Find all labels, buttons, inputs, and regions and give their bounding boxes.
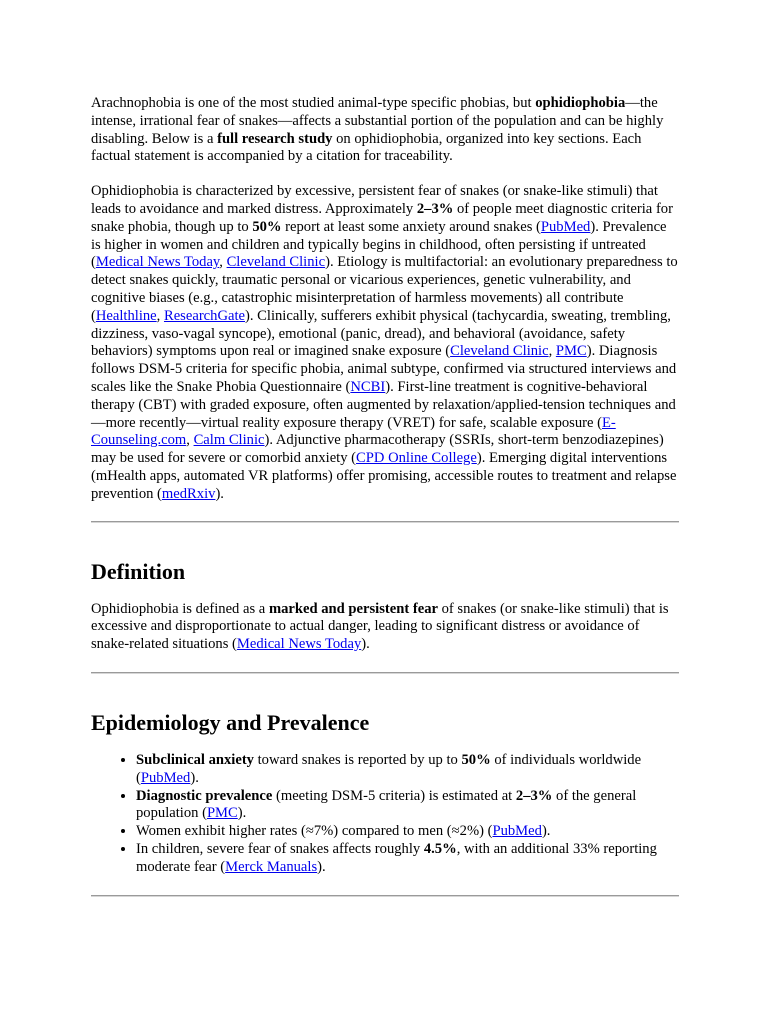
- text: Ophidiophobia is defined as a: [91, 600, 269, 617]
- text: report at least some anxiety around snakes (: [281, 218, 541, 235]
- text: ). Emerging digital interventions (mHealth apps, automated VR platforms) offer promising, accessible routes to treatment and relapse prevention (: [91, 450, 677, 502]
- bold-term: 2–3%: [515, 787, 553, 804]
- bold-term: ophidiophobia: [535, 95, 626, 111]
- text: , with an additional 33% reporting moderate fear (: [136, 840, 657, 875]
- bold-term: marked and persistent fear: [268, 600, 438, 617]
- bold-term: full research study: [217, 130, 333, 147]
- text: Women exhibit higher rates (≈7%) compared to men (≈2%) (: [136, 823, 493, 840]
- citation-link-merck-manuals[interactable]: Merck Manuals: [225, 858, 318, 875]
- article: [91, 95, 679, 897]
- citation-link-medical-news-today[interactable]: Medical News Today: [95, 254, 220, 271]
- text: ). Diagnosis follows DSM-5 criteria for specific phobia, animal subtype, confirmed via structured interviews and scales like the Snake Phobia Questionnaire (: [91, 343, 677, 395]
- list-item: [136, 841, 679, 877]
- text: ,: [548, 343, 556, 360]
- text: ). Adjunctive pharmacotherapy (SSRIs, short-term benzodiazepines) may be used for severe or comorbid anxiety (: [91, 432, 664, 467]
- citation-link-e-counseling[interactable]: E-Counseling.com: [91, 414, 616, 449]
- text: of individuals worldwide (: [136, 751, 642, 786]
- text: toward snakes is reported by up to: [253, 751, 462, 768]
- text: ).: [237, 805, 247, 822]
- text: —the intense, irrational fear of snakes—affects a substantial portion of the population and can be highly disabling. Below is a: [91, 95, 664, 147]
- bold-term: 2–3%: [416, 200, 454, 217]
- text: ).: [541, 823, 551, 840]
- section-divider: [91, 672, 679, 674]
- citation-link-ncbi[interactable]: NCBI: [350, 378, 386, 395]
- text: ). Clinically, sufferers exhibit physical (tachycardia, sweating, trembling, dizziness, vaso-vagal syncope), emotional (panic, dread), and behavioral (avoidance, safety behaviors) symptoms upon real or imagined snake exposure (: [91, 307, 671, 360]
- epidemiology-list: [91, 752, 679, 877]
- definition-paragraph: [91, 601, 679, 654]
- citation-link-medical-news-today[interactable]: Medical News Today: [236, 636, 362, 653]
- text: (meeting DSM-5 criteria) is estimated at: [272, 787, 516, 804]
- list-item: [136, 752, 679, 788]
- citation-link-pubmed[interactable]: PubMed: [492, 823, 542, 840]
- text: ).: [317, 858, 326, 875]
- text: ).: [361, 636, 370, 653]
- bold-term: Diagnostic prevalence: [136, 787, 273, 804]
- list-item: [136, 788, 679, 824]
- text: Ophidiophobia is characterized by excessive, persistent fear of snakes (or snake-like stimuli) that leads to avoidance and marked distress. Approximately: [91, 183, 658, 217]
- text: In children, severe fear of snakes affects roughly: [136, 840, 424, 857]
- section-heading-epidemiology: Epidemiology and Prevalence: [91, 709, 370, 735]
- text: ). Prevalence is higher in women and children and typically begins in childhood, often persisting if untreated (: [91, 218, 667, 271]
- citation-link-calm-clinic[interactable]: Calm Clinic: [193, 432, 265, 449]
- text: Arachnophobia is one of the most studied animal-type specific phobias, but: [91, 95, 536, 111]
- text: ,: [186, 432, 194, 449]
- citation-link-pmc[interactable]: PMC: [206, 805, 238, 822]
- citation-link-pubmed[interactable]: PubMed: [540, 218, 591, 235]
- citation-link-healthline[interactable]: Healthline: [95, 307, 157, 324]
- text: ).: [190, 769, 199, 786]
- text: ,: [219, 254, 227, 271]
- text: ,: [156, 307, 164, 324]
- text: ). Etiology is multifactorial: an evolutionary preparedness to detect snakes quickly, traumatic personal or vicarious experiences, genetic vulnerability, and cognitive biases (e.g., catastrophic misinterpretation of harmless movements) all contribute (: [91, 254, 678, 324]
- citation-link-cpd-online-college[interactable]: CPD Online College: [356, 450, 477, 467]
- citation-link-cleveland-clinic[interactable]: Cleveland Clinic: [450, 343, 549, 360]
- citation-link-cleveland-clinic[interactable]: Cleveland Clinic: [226, 254, 326, 271]
- summary-paragraph: [91, 183, 679, 503]
- bold-term: 50%: [252, 218, 282, 235]
- text: of snakes (or snake-like stimuli) that is excessive and disproportionate to actual danger, leading to significant distress or avoidance of snake-related situations (: [91, 600, 669, 653]
- citation-link-researchgate[interactable]: ResearchGate: [163, 307, 245, 324]
- list-item: [136, 823, 679, 841]
- citation-link-medrxiv[interactable]: medRxiv: [161, 485, 216, 502]
- section-heading-definition: Definition: [91, 558, 186, 584]
- bold-term: Subclinical anxiety: [136, 751, 254, 768]
- bold-term: 4.5%: [423, 840, 457, 857]
- intro-paragraph: [91, 95, 679, 166]
- text: ).: [215, 485, 224, 502]
- text: of the general population (: [136, 787, 637, 822]
- citation-link-pmc[interactable]: PMC: [555, 343, 587, 360]
- text: on ophidiophobia, organized into key sections. Each factual statement is accompanied by a citation for traceability.: [91, 130, 642, 165]
- text: ). First-line treatment is cognitive-behavioral therapy (CBT) with graded exposure, often augmented by relaxation/applied-tension techniques and—more recently—virtual reality exposure therapy (VRET) for safe, scalable exposure (: [91, 378, 676, 431]
- section-divider: [91, 521, 679, 523]
- section-divider: [91, 895, 679, 897]
- citation-link-pubmed[interactable]: PubMed: [140, 769, 191, 786]
- bold-term: 50%: [461, 751, 491, 768]
- text: of people meet diagnostic criteria for snake phobia, though up to: [91, 200, 673, 235]
